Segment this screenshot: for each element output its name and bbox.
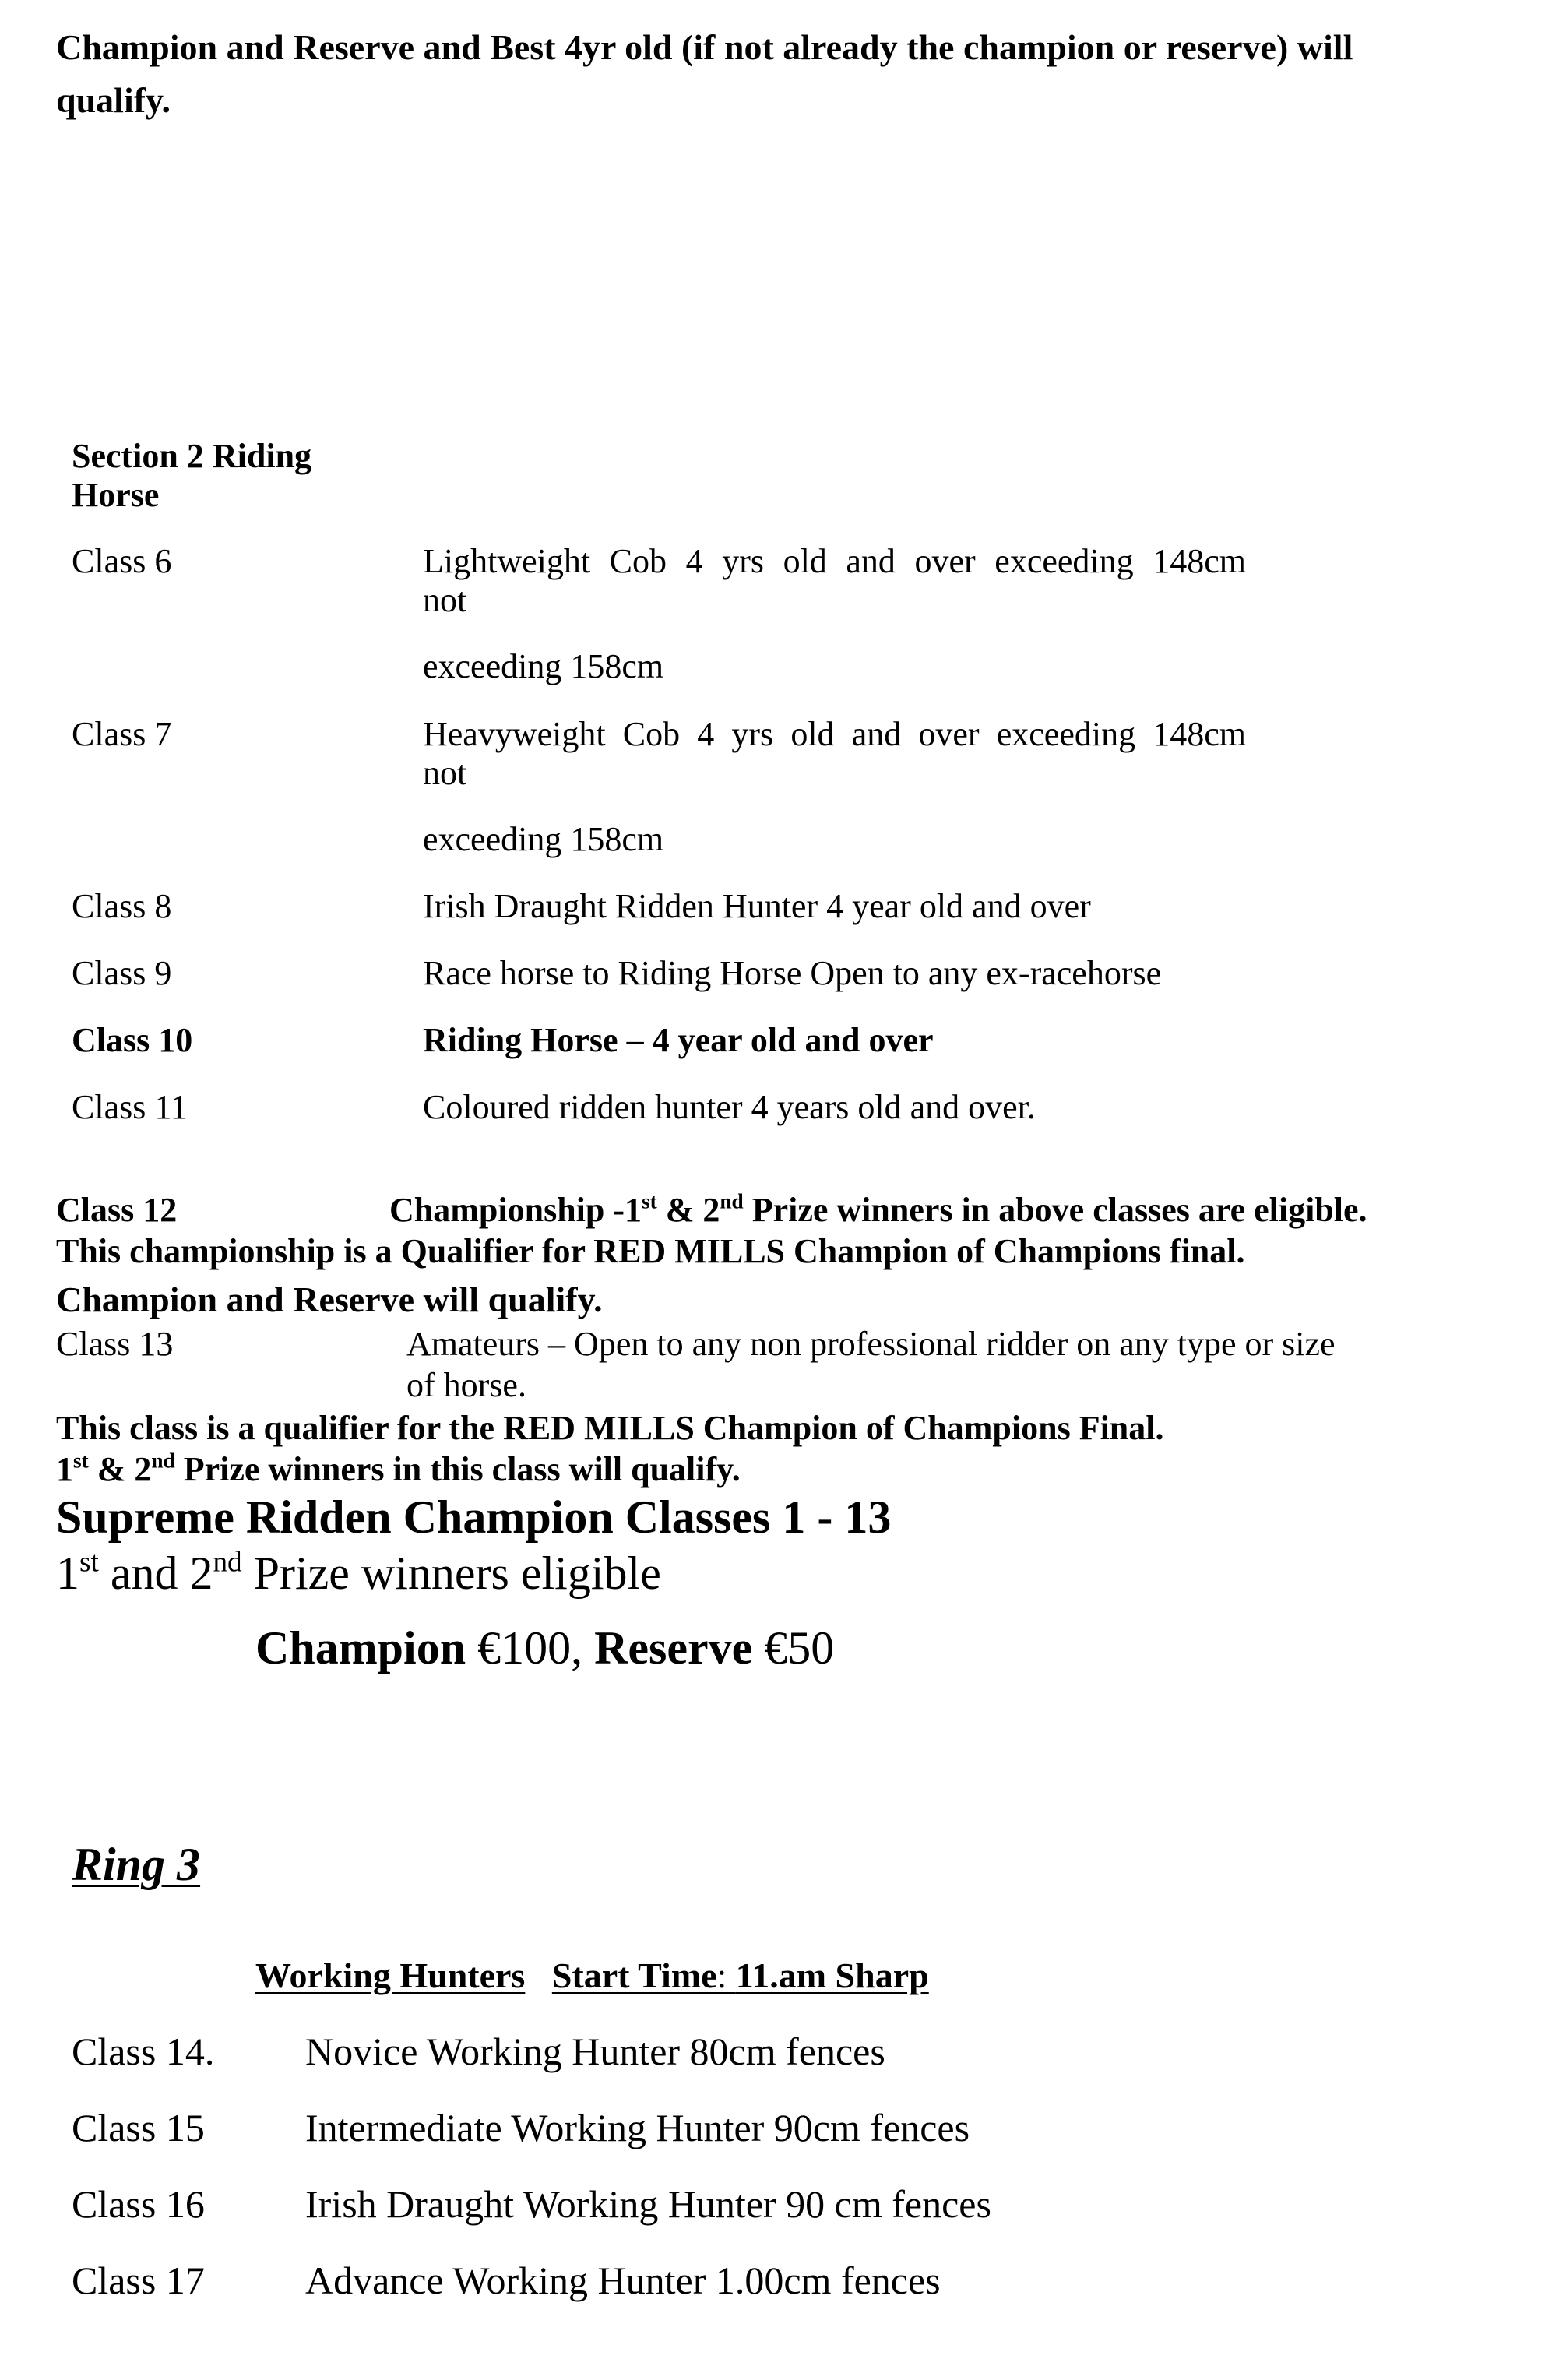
ring-class-label: Class 16 bbox=[72, 2182, 205, 2226]
section-heading-line-1: Section 2 Riding bbox=[72, 437, 312, 475]
class-13-description-cont: of horse. bbox=[406, 1366, 526, 1404]
class-label: Class 10 bbox=[72, 1021, 193, 1059]
class-13-qualify: 1st & 2nd Prize winners in this class will qualify. bbox=[56, 1449, 741, 1488]
class-description-cont: exceeding 158cm bbox=[423, 820, 664, 858]
class-description-cont: exceeding 158cm bbox=[423, 647, 664, 685]
class-13-description: Amateurs – Open to any non professional ridder on any type or size bbox=[406, 1325, 1336, 1363]
reserve-label: Reserve bbox=[594, 1622, 753, 1674]
class-description-cont: not bbox=[423, 754, 467, 792]
reserve-prize: €50 bbox=[752, 1622, 835, 1674]
intro-line-1: Champion and Reserve and Best 4yr old (if not already the champion or reserve) will bbox=[56, 27, 1353, 67]
class-description: Lightweight Cob 4 yrs old and over exceeding 148cm bbox=[423, 542, 1246, 580]
champion-label: Champion bbox=[255, 1622, 466, 1674]
champion-prize: €100, bbox=[466, 1622, 595, 1674]
ring-class-label: Class 14. bbox=[72, 2030, 215, 2073]
class-label: Class 8 bbox=[72, 887, 172, 925]
ring-class-description: Irish Draught Working Hunter 90 cm fences bbox=[305, 2182, 991, 2226]
class-label: Class 9 bbox=[72, 954, 172, 992]
section-heading-line-2: Horse bbox=[72, 476, 160, 514]
ring-class-description: Advance Working Hunter 1.00cm fences bbox=[305, 2259, 941, 2302]
ring-class-description: Intermediate Working Hunter 90cm fences bbox=[305, 2106, 970, 2149]
ring-subtitle: Working Hunters Start Time: 11.am Sharp bbox=[255, 1956, 929, 1995]
ring-class-description: Novice Working Hunter 80cm fences bbox=[305, 2030, 885, 2073]
class-description: Coloured ridden hunter 4 years old and over. bbox=[423, 1088, 1036, 1126]
class-description: Riding Horse – 4 year old and over bbox=[423, 1021, 934, 1059]
class-label: Class 6 bbox=[72, 542, 172, 580]
class-12-description: Championship -1st & 2nd Prize winners in above classes are eligible. bbox=[389, 1189, 1367, 1229]
class-description-cont: not bbox=[423, 581, 467, 619]
class-13-label: Class 13 bbox=[56, 1325, 174, 1363]
class-13-qualifier-note: This class is a qualifier for the RED MILLS Champion of Champions Final. bbox=[56, 1409, 1164, 1447]
class-12-qualify: Champion and Reserve will qualify. bbox=[56, 1280, 603, 1319]
supreme-prizes bbox=[255, 1621, 834, 1675]
intro-line-2: qualify. bbox=[56, 80, 171, 120]
ring-title: Ring 3 bbox=[72, 1839, 201, 1890]
class-description: Irish Draught Ridden Hunter 4 year old and over bbox=[423, 887, 1091, 925]
class-12-label: Class 12 bbox=[56, 1191, 178, 1229]
class-description: Race horse to Riding Horse Open to any ex-racehorse bbox=[423, 954, 1162, 992]
class-description: Heavyweight Cob 4 yrs old and over exceeding 148cm bbox=[423, 715, 1246, 753]
supreme-eligibility: 1st and 2nd Prize winners eligible bbox=[56, 1546, 661, 1599]
supreme-title: Supreme Ridden Champion Classes 1 - 13 bbox=[56, 1491, 892, 1543]
class-12-qualifier-note: This championship is a Qualifier for RED MILLS Champion of Champions final. bbox=[56, 1232, 1245, 1270]
ring-class-label: Class 15 bbox=[72, 2106, 205, 2149]
ring-class-label: Class 17 bbox=[72, 2259, 205, 2302]
class-label: Class 11 bbox=[72, 1088, 188, 1126]
class-label: Class 7 bbox=[72, 715, 172, 753]
